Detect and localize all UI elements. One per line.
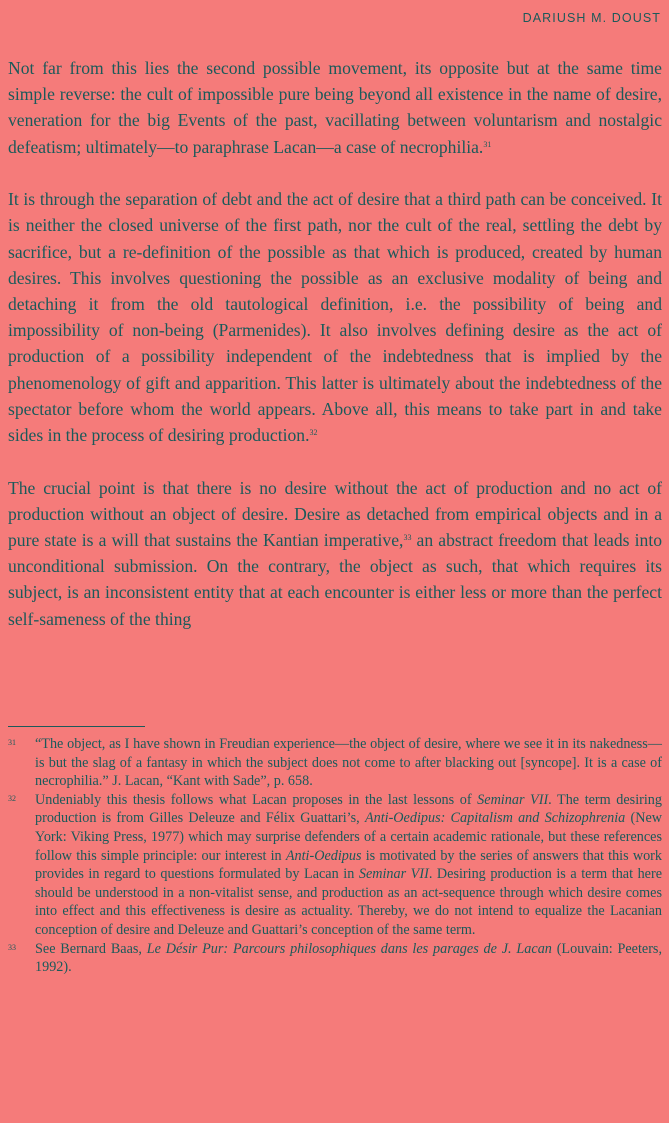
footnote-number: 31 xyxy=(8,738,16,747)
footnote-text: (Louvain: Peeters, 1992). xyxy=(35,940,662,976)
paragraph-text-continued: an abstract freedom that leads into unconditional submission. On the contrary, the object as such, that which requires its subject, is an inconsistent entity that at each encounter is either less or more than the perfect self-sameness of the thing xyxy=(8,530,662,629)
footnote-number: 33 xyxy=(8,942,16,952)
footnotes xyxy=(8,735,662,977)
footnote-text: is motivated by the series of answers that this work provides in regard to questions formulated by Lacan in xyxy=(35,847,662,883)
paragraph-1 xyxy=(8,55,662,160)
paragraph-text: The crucial point is that there is no desire without the act of production and no act of production without an object of desire. Desire as detached from empirical objects and in a pure state is a will that sustains the Kantian imperative, xyxy=(8,477,662,551)
footnote-text: . Desiring production is a term that here should be understood in a non-vitalist sense, and production as an act-sequence through which desire comes into effect and this effectiveness is desire as actuality. Thereby, we do not intend to equalize the Lacanian conception of desire and Deleuze and Guattari’s conception of the same term. xyxy=(35,866,662,938)
footnote-text: See Bernard Baas, xyxy=(35,940,147,957)
footnote-title-italic: Seminar VII xyxy=(477,791,549,808)
footnote-ref-33[interactable]: 33 xyxy=(403,533,412,543)
paragraph-2 xyxy=(8,186,662,448)
footnote-ref-32[interactable]: 32 xyxy=(309,428,318,438)
footnote-ref-31[interactable]: 31 xyxy=(483,139,492,149)
footnote-text: Undeniably this thesis follows what Lacan proposes in the last lessons of xyxy=(35,791,478,808)
footnote-divider xyxy=(8,726,145,727)
paragraph-text: It is through the separation of debt and the act of desire that a third path can be conceived. It is neither the closed universe of the first path, nor the cult of the real, settling the debt by sacrifice, but a re-definition of the possible as that which is produced, created by human desires. This involves questioning the possible as an exclusive modality of being and detaching it from the old tautological definition, i.e. the possibility of being and impossibility of non-being (Parmenides). It also involves defining desire as the act of production of a possibility independent of the indebtedness that is implied by the phenomenology of gift and apparition. This latter is ultimately about the indebtedness of the spectator before whom the world appears. Above all, this means to take part in and take sides in the process of desiring production. xyxy=(8,189,662,446)
footnote-title-italic: Le Désir Pur: Parcours philosophiques dans les parages de J. Lacan xyxy=(146,940,552,957)
running-head-author: DARIUSH M. DOUST xyxy=(522,11,661,25)
footnote-title-italic: Seminar VII xyxy=(358,866,429,883)
footnote-33 xyxy=(8,940,662,977)
footnote-text: (New York: Viking Press, 1977) which may surprise defenders of a certain academic rationale, but these references follow this simple principle: our interest in xyxy=(35,810,663,864)
footnote-text: . The term desiring production is from Gilles Deleuze and Félix Guattari’s, xyxy=(35,791,662,827)
footnote-title-italic: Anti-Oedipus: Capitalism and Schizophrenia xyxy=(364,810,626,827)
paragraph-text: Not far from this lies the second possible movement, its opposite but at the same time simple reverse: the cult of impossible pure being beyond all existence in the name of desire, veneration for the big Events of the past, vacillating between voluntarism and nostalgic defeatism; ultimately—to paraphrase Lacan—a case of necrophilia. xyxy=(8,58,662,157)
footnote-31 xyxy=(8,735,662,791)
main-text xyxy=(8,55,662,632)
footnote-title-italic: Anti-Oedipus xyxy=(285,847,362,864)
paragraph-3 xyxy=(8,475,662,632)
footnote-32 xyxy=(8,791,662,940)
footnote-number: 32 xyxy=(8,793,16,803)
footnote-text: “The object, as I have shown in Freudian experience—the object of desire, where we see it in its nakedness—is but the slag of a fantasy in which the subject does not come to after blacking out [syncope]. It is a case of necrophilia.” J. Lacan, “Kant with Sade”, p. 658. xyxy=(35,736,662,790)
